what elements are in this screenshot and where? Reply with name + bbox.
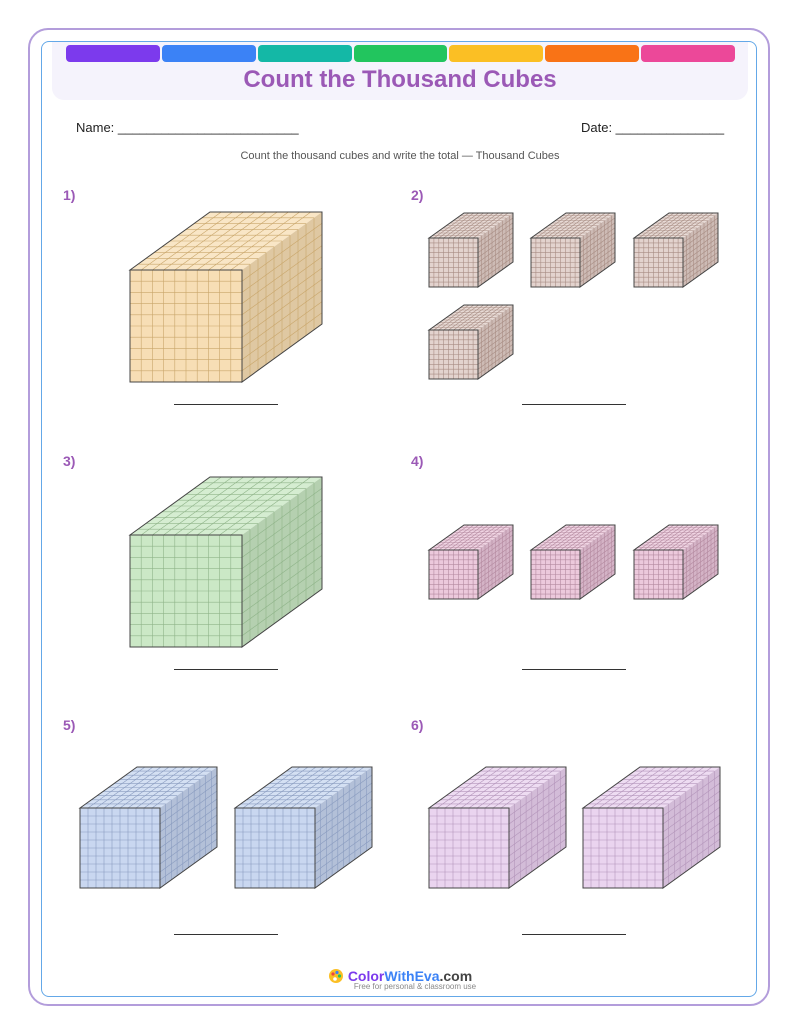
name-field[interactable]: Name: _________________________ bbox=[76, 120, 299, 135]
problem-6-label: 6) bbox=[411, 717, 424, 733]
footer bbox=[0, 968, 800, 991]
thousand-cube bbox=[633, 212, 719, 288]
brand-part1: Color bbox=[347, 968, 385, 984]
problem-4-label: 4) bbox=[411, 453, 424, 469]
thousand-cube bbox=[428, 524, 514, 600]
thousand-cube bbox=[234, 766, 373, 889]
answer-line-1[interactable] bbox=[174, 404, 278, 405]
brand-part2: With bbox=[384, 968, 415, 984]
footer-tagline: Free for personal & classroom use bbox=[353, 982, 477, 991]
rainbow-segment bbox=[545, 45, 639, 62]
answer-line-2[interactable] bbox=[522, 404, 626, 405]
palette-icon bbox=[328, 968, 344, 984]
problem-3-label: 3) bbox=[63, 453, 76, 469]
brand-part4: .com bbox=[439, 968, 473, 984]
problem-5-label: 5) bbox=[63, 717, 76, 733]
rainbow-segment bbox=[354, 45, 448, 62]
problem-2-label: 2) bbox=[411, 187, 424, 203]
date-field[interactable]: Date: _______________ bbox=[581, 120, 725, 135]
problem-1-label: 1) bbox=[63, 187, 76, 203]
rainbow-segment bbox=[641, 45, 735, 62]
thousand-cube bbox=[530, 212, 616, 288]
thousand-cube bbox=[428, 212, 514, 288]
thousand-cube bbox=[530, 524, 616, 600]
rainbow-bar bbox=[66, 45, 735, 62]
thousand-cube bbox=[428, 766, 567, 889]
thousand-cube bbox=[129, 211, 323, 383]
instructions: Count the thousand cubes and write the total — Thousand Cubes bbox=[240, 150, 560, 162]
answer-line-6[interactable] bbox=[522, 934, 626, 935]
answer-line-3[interactable] bbox=[174, 669, 278, 670]
rainbow-segment bbox=[449, 45, 543, 62]
page-title: Count the Thousand Cubes bbox=[243, 66, 557, 93]
rainbow-segment bbox=[258, 45, 352, 62]
brand-part3: Eva bbox=[414, 968, 440, 984]
thousand-cube bbox=[633, 524, 719, 600]
thousand-cube bbox=[79, 766, 218, 889]
thousand-cube bbox=[129, 476, 323, 648]
thousand-cube bbox=[582, 766, 721, 889]
answer-line-4[interactable] bbox=[522, 669, 626, 670]
answer-line-5[interactable] bbox=[174, 934, 278, 935]
rainbow-segment bbox=[162, 45, 256, 62]
rainbow-segment bbox=[66, 45, 160, 62]
thousand-cube bbox=[428, 304, 514, 380]
